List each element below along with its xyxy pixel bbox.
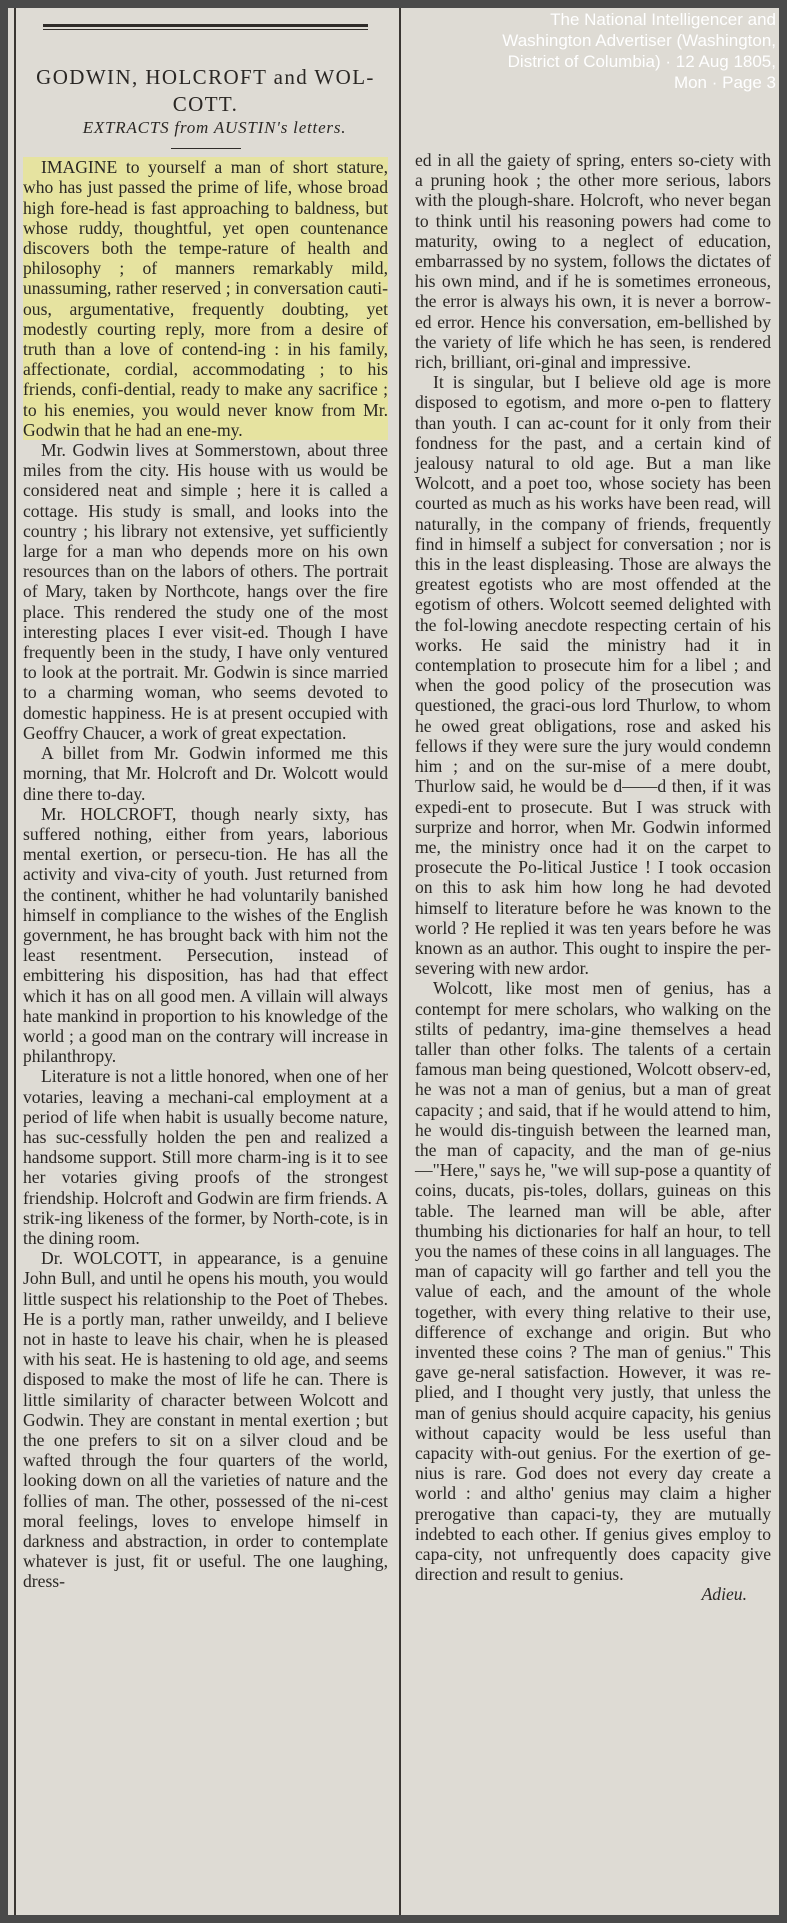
left-column [14,8,397,1915]
newspaper-page [8,8,779,1915]
paragraph-genius: Wolcott, like most men of genius, has a contempt for mere scholars, who walking on the stilts of pedantry, ima-gine themselves a head taller than other folks. The talents of a certain famous man being questioned, Wolcott observ-ed, he was not a man of genius, but a man of great capacity ; and said, that if he would attend to him, he would dis-tinguish between the learned man, the man of capacity, and the man of ge-nius—"Here," says he, "we will sup-pose a quantity of coins, ducats, pis-toles, dollars, guineas on this table. The learned man will be able, after thumbing his dictionaries for half an hour, to tell you the names of these coins in all languages. The man of capacity will go farther and tell you the value of each, and the amount of the whole together, with every thing relative to their use, difference of exchange and origin. But who invented these coins ? The man of genius." This gave ge-neral satisfaction. However, it was re-plied, and I thought very justly, that unless the man of genius should acquire capacity, his genius without capacity would be less useful than capacity with-out genius. For the exertion of ge-nius is rare. God does not every day create a world : and altho' genius may claim a higher prerogative than capaci-ty, they are mutually indebted to each other. If genius gives employ to capa-city, not unfrequently does capacity give direction and result to genius. [415,978,771,1585]
paragraph-egotism: It is singular, but I believe old age is more disposed to egotism, and more o-pen to flattery than youth. I can ac-count for it only from their fondness for the past, and a certain kind of jealousy natural to old age. But a man like Wolcott, and a poet too, whose society has been courted as much as his works have been read, will naturally, in the company of friends, frequently find in himself a subject for conversation ; nor is this in the least displeasing. Those are always the greatest egotists who are most offended at the egotism of others. Wolcott seemed delighted with the fol-lowing anecdote respecting certain of his works. He said the ministry had it in contemplation to prosecute him for a libel ; and when the good policy of the prosecution was questioned, the graci-ous lord Thurlow, to whom he owed great obligations, rose and asked his fellows if they were sure the jury would condemn him ; and on the sur-mise of a mere doubt, Thurlow said, he would be d——d then, if it was expedi-ent to prosecute. But I was struck with surprize and horror, when Mr. Godwin informed me, the ministry once had it on the carpet to prosecute the Po-litical Justice ! I took occasion on this to ask him how long he had devoted himself to literature before he was known to the world ? He replied it was ten years before he was known as an author. This ought to inspire the per-severing with new ardor. [415,372,771,979]
divider-dash [171,148,241,149]
right-column [402,8,779,1915]
paragraph-billet: A billet from Mr. Godwin informed me this morning, that Mr. Holcroft and Dr. Wolcott would dine there to-day. [23,743,388,804]
column-rule-middle [399,8,401,1915]
article-subheading: EXTRACTS from AUSTIN's letters. [82,118,347,137]
article-signoff: Adieu. [701,1584,747,1605]
paragraph-literature: Literature is not a little honored, when one of her votaries, leaving a mechani-cal employment at a period of life when habit is usually become nature, has suc-cessfully holden the pen and realized a handsome support. Still more charm-ing is it to see her votaries giving proofs of the strongest friendship. Holcroft and Godwin are firm friends. A strik-ing likeness of the former, by North-cote, is in the dining room. [23,1066,388,1248]
article-headline: GODWIN, HOLCROFT and WOL-COTT. [36,65,375,116]
paragraph-holcroft: Mr. HOLCROFT, though nearly sixty, has suffered nothing, either from years, laborious mental exertion, or persecu-tion. He has all the activity and viva-city of youth. Just returned from the continent, whither he had voluntarily banished himself in compliance to the wishes of the English government, he has brought back with him not the least resentment. Persecution, instead of embittering his disposition, has had that effect which it has on all good men. A villain will always hate mankind in proportion to his knowledge of the world ; a good man on the contrary will increase in philanthropy. [23,803,388,1067]
source-caption: The National Intelligencer and Washington Advertiser (Washington, District of Columbia) · 12 Aug 1805, Mon · Page 3 [502,10,776,92]
top-rule-thin [43,29,368,30]
paragraph-wolcott: Dr. WOLCOTT, in appearance, is a genuine John Bull, and until he opens his mouth, you would little suspect his relationship to the Poet of Thebes. He is a portly man, rather unweildy, and I believe not in haste to leave his chair, when he is pleased with his seat. He is hastening to old age, and seems disposed to make the most of life he can. There is little similarity of character between Wolcott and Godwin. They are constant in mental exertion ; but the one prefers to sit on a silver cloud and be wafted through the four quarters of the world, looking down on all the varieties of nature and the follies of man. The other, possessed of the ni-cest moral feelings, loves to envelope himself in darkness and abstraction, in order to contemplate whatever is just, fit or useful. The one laughing, dress- [23,1248,388,1592]
paragraph-gaiety: ed in all the gaiety of spring, enters so-ciety with a pruning hook ; the other more serious, labors with the plough-share. Holcroft, who never began to think until his reasoning powers had come to maturity, owing to a neglect of education, embarrassed by no system, follows the dictates of his own mind, and if he is sometimes erroneous, the error is always his own, it is never a borrow-ed error. Hence his conversation, em-bellished by the variety of life which he has seen, is rendered rich, brilliant, ori-ginal and impressive. [415,150,771,373]
paragraph-imagine: IMAGINE to yourself a man of short stature, who has just passed the prime of life, whose broad high fore-head is fast approaching to baldness, but whose ruddy, thoughtful, yet open countenance discovers both the tempe-rature of health and philosophy ; of manners remarkably mild, unassuming, rather reserved ; in conversation cauti-ous, argumentative, frequently doubting, yet modestly courting reply, more from a desire of truth than a love of contend-ing : in his family, affectionate, cordial, accommodating ; to his friends, confi-dential, ready to make any sacrifice ; to his enemies, you would never know from Mr. Godwin that he had an ene-my. [23,157,388,440]
top-rule [43,24,368,27]
paragraph-sommerstown: Mr. Godwin lives at Sommerstown, about three miles from the city. His house with us would be considered neat and simple ; here it is called a cottage. His study is small, and looks into the country ; his library not extensive, yet sufficiently large for a man who depends more on his own resources than on the labors of others. The portrait of Mary, taken by Northcote, hangs over the fire place. This rendered the study one of the most interesting places I ever visit-ed. Though I have frequently been in the study, I have only ventured to look at the portrait. Mr. Godwin is since married to a charming woman, who seems devoted to domestic happiness. He is at present occupied with Geoffry Chaucer, a work of great expectation. [23,440,388,743]
